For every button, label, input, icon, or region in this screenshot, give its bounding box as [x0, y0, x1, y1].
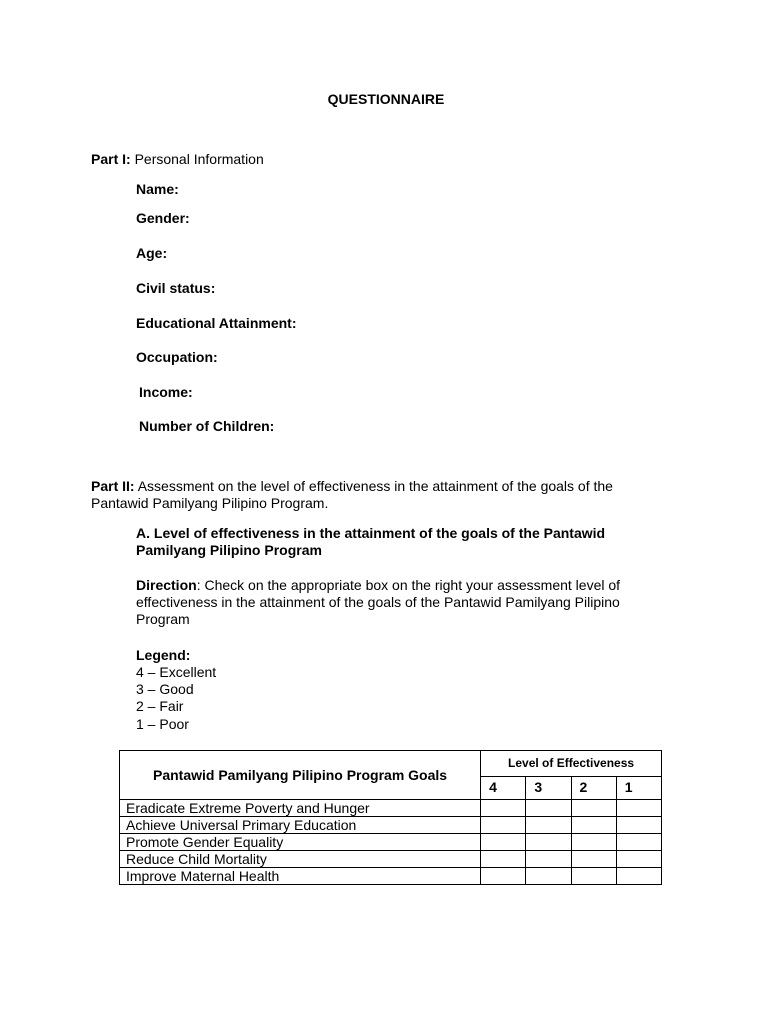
goal-label: Promote Gender Equality	[120, 834, 481, 851]
checkbox-cell-1[interactable]	[616, 817, 661, 834]
checkbox-cell-1[interactable]	[616, 800, 661, 817]
field-civil-status: Civil status:	[136, 280, 216, 296]
score-header-3: 3	[526, 776, 571, 799]
table-row	[120, 868, 662, 885]
part1-heading	[91, 151, 691, 168]
direction-label: Direction	[136, 577, 197, 593]
field-age: Age:	[136, 245, 168, 261]
checkbox-cell-4[interactable]	[481, 817, 526, 834]
part2-text: Assessment on the level of effectiveness in the attainment of the goals of the Pantawid Pamilyang Pilipino Program.	[91, 478, 613, 511]
checkbox-cell-2[interactable]	[571, 851, 616, 868]
table-row	[120, 800, 662, 817]
checkbox-cell-4[interactable]	[481, 868, 526, 885]
field-name: Name:	[136, 181, 179, 197]
field-number-of-children: Number of Children:	[139, 418, 275, 434]
checkbox-cell-4[interactable]	[481, 800, 526, 817]
table-row	[120, 851, 662, 868]
checkbox-cell-3[interactable]	[526, 868, 571, 885]
legend-item-poor: 1 – Poor	[136, 716, 189, 732]
field-educational-attainment: Educational Attainment:	[136, 315, 297, 331]
checkbox-cell-2[interactable]	[571, 817, 616, 834]
level-of-effectiveness-header: Level of Effectiveness	[481, 751, 662, 777]
checkbox-cell-3[interactable]	[526, 851, 571, 868]
part2-heading	[91, 478, 671, 512]
field-income: Income:	[139, 384, 193, 400]
legend-label: Legend:	[136, 647, 191, 663]
checkbox-cell-1[interactable]	[616, 851, 661, 868]
goal-label: Improve Maternal Health	[120, 868, 481, 885]
table-row	[120, 834, 662, 851]
direction-paragraph	[136, 577, 666, 628]
score-header-2: 2	[571, 776, 616, 799]
goal-label: Eradicate Extreme Poverty and Hunger	[120, 800, 481, 817]
checkbox-cell-3[interactable]	[526, 834, 571, 851]
direction-text: : Check on the appropriate box on the right your assessment level of effectiveness in the attainment of the goals of the Pantawid Pamilyang Pilipino Program	[136, 577, 621, 627]
section-a-heading: A. Level of effectiveness in the attainment of the goals of the Pantawid Pamilyang Pilipino Program	[136, 525, 606, 558]
score-header-1: 1	[616, 776, 661, 799]
checkbox-cell-2[interactable]	[571, 834, 616, 851]
table-row	[120, 817, 662, 834]
legend-item-fair: 2 – Fair	[136, 698, 184, 714]
page-title: QUESTIONNAIRE	[327, 91, 445, 107]
checkbox-cell-3[interactable]	[526, 800, 571, 817]
checkbox-cell-2[interactable]	[571, 800, 616, 817]
checkbox-cell-1[interactable]	[616, 868, 661, 885]
score-header-4: 4	[481, 776, 526, 799]
goal-label: Reduce Child Mortality	[120, 851, 481, 868]
goal-label: Achieve Universal Primary Education	[120, 817, 481, 834]
checkbox-cell-4[interactable]	[481, 851, 526, 868]
field-gender: Gender:	[136, 210, 190, 226]
goals-assessment-table	[119, 750, 662, 885]
field-occupation: Occupation:	[136, 349, 218, 365]
checkbox-cell-3[interactable]	[526, 817, 571, 834]
checkbox-cell-4[interactable]	[481, 834, 526, 851]
table-header-row	[120, 751, 662, 777]
part1-text: Personal Information	[134, 151, 264, 167]
part1-label: Part I:	[91, 151, 131, 167]
legend-item-good: 3 – Good	[136, 681, 194, 697]
part2-label: Part II:	[91, 478, 135, 494]
legend-item-excellent: 4 – Excellent	[136, 664, 217, 680]
checkbox-cell-2[interactable]	[571, 868, 616, 885]
goals-column-header: Pantawid Pamilyang Pilipino Program Goals	[120, 751, 481, 800]
checkbox-cell-1[interactable]	[616, 834, 661, 851]
